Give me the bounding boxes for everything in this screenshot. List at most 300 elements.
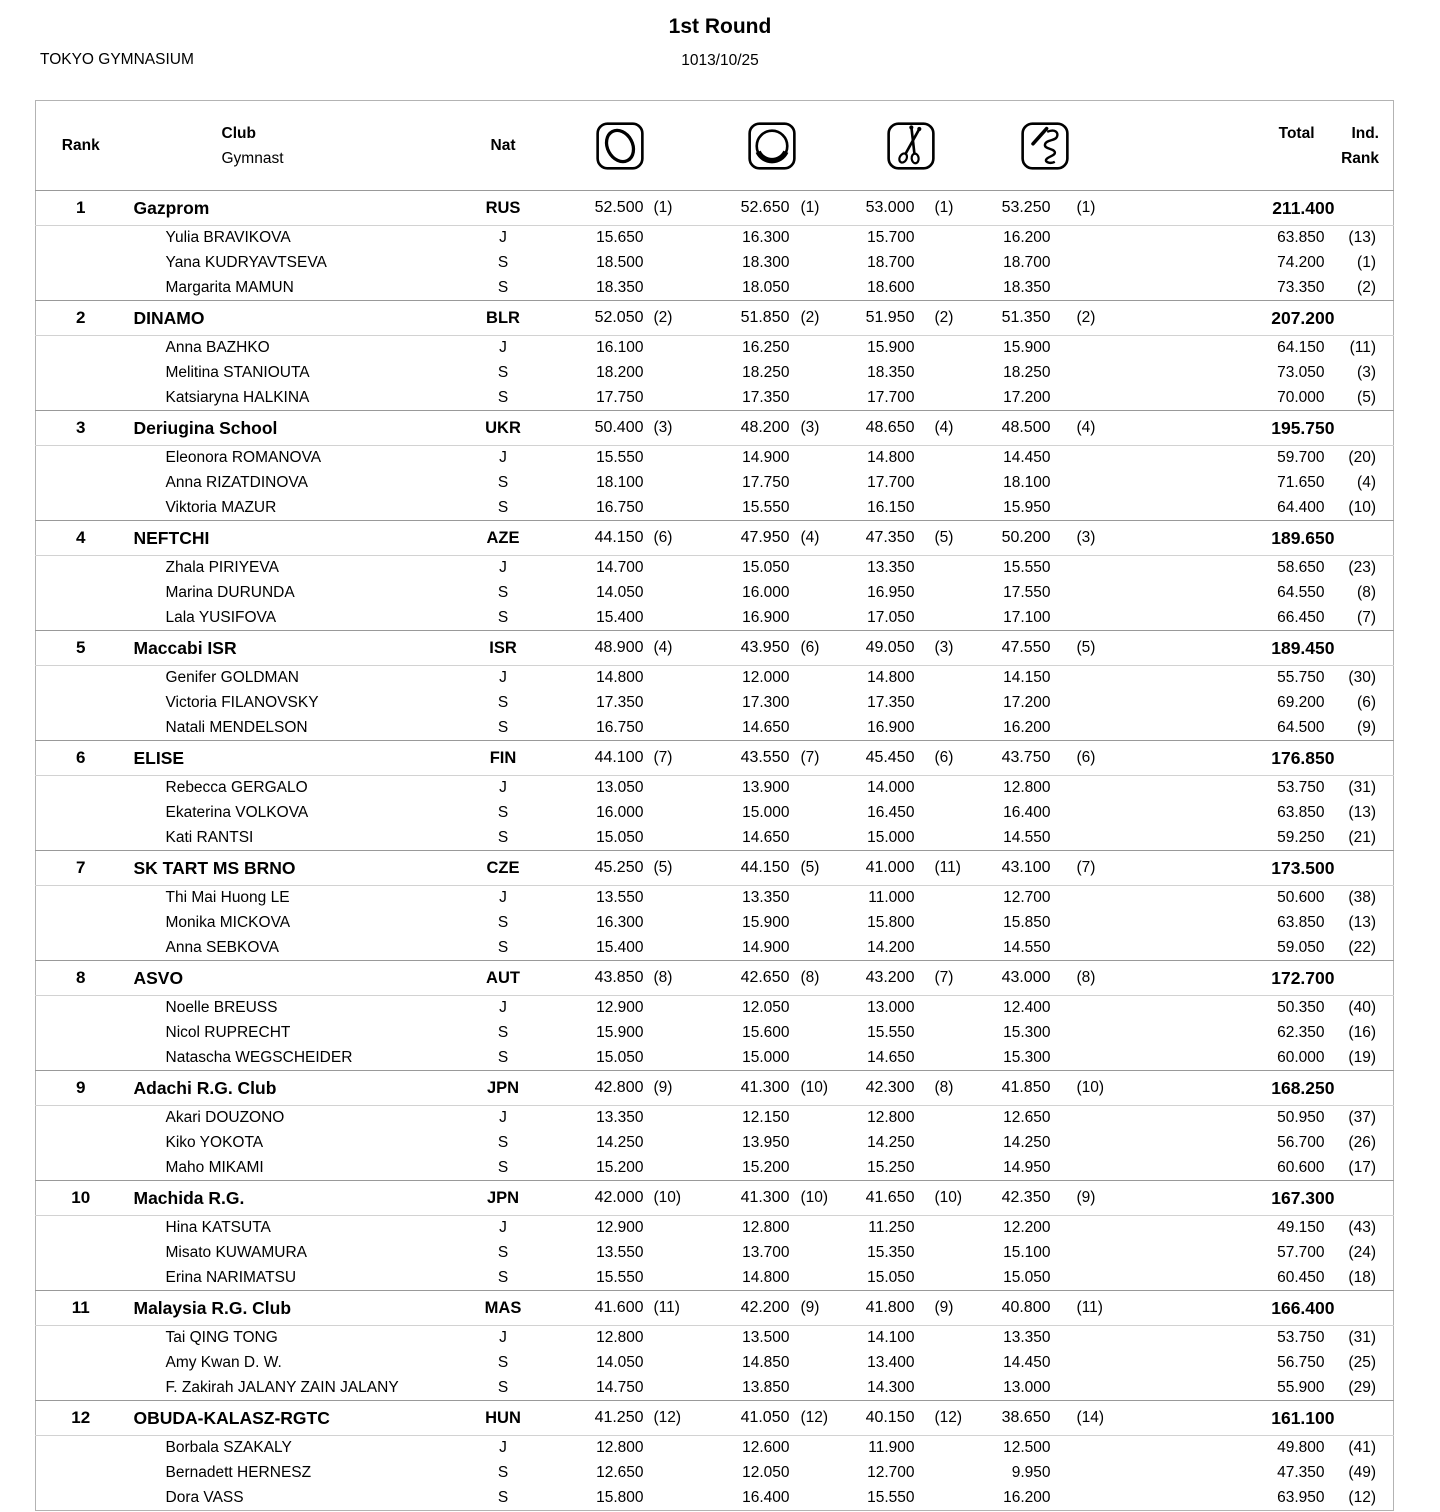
gymnast-name: Viktoria MAZUR <box>165 498 277 516</box>
gymnast-apparatus-rank-empty <box>795 606 845 631</box>
gymnast-rank-empty <box>36 936 126 961</box>
gymnast-category: S <box>497 828 509 846</box>
gymnast-score-4: 13.350 <box>1003 1329 1051 1347</box>
gymnast-apparatus-rank-empty <box>795 226 845 251</box>
team-score-2: 43.550 <box>699 741 795 776</box>
gymnast-ind-rank: (31) <box>1348 1329 1376 1347</box>
gymnast-apparatus-rank-empty <box>1056 446 1113 471</box>
gymnast-name: Dora VASS <box>165 1488 244 1506</box>
gymnast-name: Lala YUSIFOVA <box>165 608 277 626</box>
gymnast-score-1: 13.550 <box>596 1244 644 1261</box>
gymnast-category: S <box>497 1158 509 1176</box>
gymnast-apparatus-rank-empty <box>920 691 978 716</box>
gymnast-total: 63.850 <box>1277 229 1325 247</box>
team-nat: BLR <box>466 301 541 336</box>
gymnast-name: Eleonora ROMANOVA <box>165 449 322 467</box>
gymnast-apparatus-rank-empty <box>795 826 845 851</box>
team-score-4: 51.350 <box>978 301 1056 336</box>
gymnast-row <box>36 1326 1394 1351</box>
team-score-2: 52.650 <box>699 191 795 226</box>
gymnast-score-2: 13.900 <box>742 779 790 797</box>
gymnast-apparatus-rank-empty <box>649 716 699 741</box>
gymnast-ind-rank: (24) <box>1348 1244 1376 1261</box>
team-apparatus-rank-2: (12) <box>795 1401 845 1436</box>
gymnast-rank-empty <box>36 1156 126 1181</box>
header-rank: Rank <box>61 137 100 154</box>
team-apparatus-rank-1: (5) <box>649 851 699 886</box>
club-name: Gazprom <box>126 191 466 226</box>
gymnast-score-2: 12.050 <box>742 1464 790 1481</box>
gymnast-name: Margarita MAMUN <box>165 278 294 296</box>
team-apparatus-rank-1: (9) <box>649 1071 699 1106</box>
gymnast-total: 53.750 <box>1277 1329 1325 1347</box>
gymnast-score-2: 12.600 <box>742 1439 790 1457</box>
gymnast-score-3: 14.100 <box>867 1329 915 1347</box>
gymnast-score-3: 17.050 <box>867 608 915 626</box>
team-score-4: 50.200 <box>978 521 1056 556</box>
club-name: Adachi R.G. Club <box>126 1071 466 1106</box>
gymnast-total: 70.000 <box>1277 388 1325 406</box>
gymnast-name: Yana KUDRYAVTSEVA <box>165 254 327 271</box>
gymnast-category: J <box>499 669 507 687</box>
gymnast-total: 73.050 <box>1277 364 1325 381</box>
gymnast-apparatus-rank-empty <box>795 471 845 496</box>
gymnast-score-1: 15.550 <box>596 449 644 467</box>
team-apparatus-rank-4: (4) <box>1056 411 1113 446</box>
gymnast-name: Yulia BRAVIKOVA <box>165 229 291 247</box>
gymnast-score-1: 12.900 <box>596 999 644 1017</box>
team-score-1: 48.900 <box>541 631 649 666</box>
gymnast-row <box>36 556 1394 581</box>
gymnast-name: Melitina STANIOUTA <box>165 364 310 381</box>
team-apparatus-rank-3: (1) <box>920 191 978 226</box>
results-table <box>35 100 1394 1511</box>
gymnast-category: S <box>497 804 509 821</box>
gymnast-total: 59.700 <box>1277 449 1325 467</box>
gymnast-row <box>36 691 1394 716</box>
team-nat: JPN <box>466 1071 541 1106</box>
gymnast-apparatus-rank-empty <box>649 496 699 521</box>
gymnast-total: 58.650 <box>1277 559 1325 577</box>
header-apparatus-ball <box>699 101 845 191</box>
gymnast-score-4: 14.250 <box>1003 1134 1051 1151</box>
gymnast-apparatus-rank-empty <box>795 1436 845 1461</box>
team-apparatus-rank-2: (5) <box>795 851 845 886</box>
team-apparatus-rank-2: (10) <box>795 1181 845 1216</box>
team-ind-rank-empty <box>1341 741 1394 776</box>
gymnast-apparatus-rank-empty <box>1056 361 1113 386</box>
gymnast-score-4: 14.550 <box>1003 938 1051 956</box>
gymnast-apparatus-rank-empty <box>920 996 978 1021</box>
gymnast-score-3: 18.600 <box>867 278 915 296</box>
gymnast-row <box>36 1241 1394 1266</box>
gymnast-apparatus-rank-empty <box>1056 1021 1113 1046</box>
team-score-1: 42.000 <box>541 1181 649 1216</box>
team-score-4: 53.250 <box>978 191 1056 226</box>
gymnast-score-1: 13.050 <box>596 779 644 797</box>
gymnast-score-2: 16.400 <box>742 1488 790 1506</box>
gymnast-score-4: 12.500 <box>1003 1439 1051 1457</box>
team-apparatus-rank-1: (12) <box>649 1401 699 1436</box>
gymnast-apparatus-rank-empty <box>1056 1326 1113 1351</box>
gymnast-score-3: 12.800 <box>867 1109 915 1127</box>
gymnast-apparatus-rank-empty <box>920 1326 978 1351</box>
team-rank: 10 <box>36 1181 126 1216</box>
team-apparatus-rank-3: (11) <box>920 851 978 886</box>
team-score-3: 43.200 <box>845 961 920 996</box>
gymnast-apparatus-rank-empty <box>1056 911 1113 936</box>
gymnast-apparatus-rank-empty <box>795 936 845 961</box>
gymnast-name: Bernadett HERNESZ <box>165 1464 312 1481</box>
gymnast-score-2: 13.350 <box>742 889 790 907</box>
gymnast-apparatus-rank-empty <box>920 936 978 961</box>
gymnast-rank-empty <box>36 446 126 471</box>
team-rank: 11 <box>36 1291 126 1326</box>
gymnast-category: S <box>497 694 509 711</box>
gymnast-total: 56.750 <box>1277 1354 1325 1371</box>
gymnast-row <box>36 1216 1394 1241</box>
gymnast-apparatus-rank-empty <box>795 1461 845 1486</box>
gymnast-apparatus-rank-empty <box>649 1156 699 1181</box>
team-row <box>36 301 1394 336</box>
gymnast-rank-empty <box>36 1266 126 1291</box>
gymnast-apparatus-rank-empty <box>920 446 978 471</box>
team-nat: AZE <box>466 521 541 556</box>
team-row <box>36 851 1394 886</box>
hoop-icon <box>596 122 644 170</box>
gymnast-category: S <box>497 938 509 956</box>
gymnast-apparatus-rank-empty <box>920 1156 978 1181</box>
gymnast-name: F. Zakirah JALANY ZAIN JALANY <box>165 1378 399 1396</box>
gymnast-apparatus-rank-empty <box>795 1376 845 1401</box>
gymnast-rank-empty <box>36 1241 126 1266</box>
team-apparatus-rank-1: (2) <box>649 301 699 336</box>
gymnast-ind-rank: (8) <box>1357 584 1376 601</box>
gymnast-score-4: 17.200 <box>1003 694 1051 711</box>
gymnast-apparatus-rank-empty <box>649 1376 699 1401</box>
team-total: 161.100 <box>1113 1401 1341 1436</box>
gymnast-name: Noelle BREUSS <box>165 999 278 1017</box>
gymnast-name: Amy Kwan D. W. <box>165 1354 282 1371</box>
gymnast-apparatus-rank-empty <box>920 606 978 631</box>
gymnast-rank-empty <box>36 1436 126 1461</box>
team-score-4: 41.850 <box>978 1071 1056 1106</box>
gymnast-apparatus-rank-empty <box>795 1486 845 1511</box>
gymnast-apparatus-rank-empty <box>1056 801 1113 826</box>
header-apparatus-ribbon <box>978 101 1113 191</box>
ribbon-icon <box>1021 122 1069 170</box>
gymnast-score-2: 14.650 <box>742 828 790 846</box>
gymnast-apparatus-rank-empty <box>920 1461 978 1486</box>
gymnast-row <box>36 1021 1394 1046</box>
gymnast-row <box>36 496 1394 521</box>
gymnast-score-3: 15.550 <box>867 1488 915 1506</box>
gymnast-apparatus-rank-empty <box>1056 996 1113 1021</box>
gymnast-apparatus-rank-empty <box>1056 581 1113 606</box>
gymnast-score-2: 18.050 <box>742 278 790 296</box>
team-total: 167.300 <box>1113 1181 1341 1216</box>
gymnast-category: S <box>497 1354 509 1371</box>
team-apparatus-rank-1: (3) <box>649 411 699 446</box>
gymnast-row <box>36 666 1394 691</box>
team-total: 172.700 <box>1113 961 1341 996</box>
gymnast-ind-rank: (20) <box>1348 449 1376 467</box>
gymnast-apparatus-rank-empty <box>795 276 845 301</box>
gymnast-score-1: 18.500 <box>596 254 644 271</box>
gymnast-row <box>36 1046 1394 1071</box>
team-score-3: 53.000 <box>845 191 920 226</box>
gymnast-score-4: 12.650 <box>1003 1109 1051 1127</box>
gymnast-name: Genifer GOLDMAN <box>165 669 300 687</box>
gymnast-ind-rank: (13) <box>1348 804 1376 821</box>
gymnast-name: Hina KATSUTA <box>165 1219 271 1237</box>
gymnast-apparatus-rank-empty <box>795 911 845 936</box>
gymnast-name: Anna SEBKOVA <box>165 938 279 956</box>
gymnast-rank-empty <box>36 1216 126 1241</box>
gymnast-score-2: 17.750 <box>742 474 790 491</box>
gymnast-ind-rank: (23) <box>1348 559 1376 577</box>
gymnast-apparatus-rank-empty <box>1056 1046 1113 1071</box>
gymnast-apparatus-rank-empty <box>920 1106 978 1131</box>
team-apparatus-rank-1: (11) <box>649 1291 699 1326</box>
gymnast-category: S <box>497 1378 509 1396</box>
gymnast-row <box>36 1156 1394 1181</box>
gymnast-row <box>36 1486 1394 1511</box>
team-apparatus-rank-4: (1) <box>1056 191 1113 226</box>
gymnast-score-2: 13.850 <box>742 1378 790 1396</box>
gymnast-score-1: 14.050 <box>596 584 644 601</box>
gymnast-total: 49.800 <box>1277 1439 1325 1457</box>
team-apparatus-rank-3: (3) <box>920 631 978 666</box>
gymnast-total: 73.350 <box>1277 278 1325 296</box>
gymnast-score-1: 15.900 <box>596 1024 644 1041</box>
gymnast-score-4: 12.700 <box>1003 889 1051 907</box>
team-apparatus-rank-3: (7) <box>920 961 978 996</box>
gymnast-total: 49.150 <box>1277 1219 1325 1237</box>
gymnast-score-2: 13.950 <box>742 1134 790 1151</box>
gymnast-score-2: 15.050 <box>742 559 790 577</box>
team-ind-rank-empty <box>1341 521 1394 556</box>
team-score-3: 45.450 <box>845 741 920 776</box>
gymnast-ind-rank: (25) <box>1348 1354 1376 1371</box>
gymnast-score-2: 16.900 <box>742 608 790 626</box>
gymnast-name: Katsiaryna HALKINA <box>165 388 310 406</box>
gymnast-apparatus-rank-empty <box>920 716 978 741</box>
gymnast-score-3: 16.950 <box>867 584 915 601</box>
gymnast-rank-empty <box>36 801 126 826</box>
gymnast-score-1: 16.000 <box>596 804 644 821</box>
gymnast-ind-rank: (40) <box>1348 999 1376 1017</box>
gymnast-apparatus-rank-empty <box>1056 1266 1113 1291</box>
gymnast-apparatus-rank-empty <box>649 1241 699 1266</box>
gymnast-score-3: 11.250 <box>868 1219 915 1237</box>
gymnast-apparatus-rank-empty <box>795 1131 845 1156</box>
gymnast-score-3: 16.450 <box>867 804 915 821</box>
gymnast-score-4: 15.300 <box>1003 1024 1051 1041</box>
gymnast-name: Anna RIZATDINOVA <box>165 474 308 491</box>
team-apparatus-rank-3: (12) <box>920 1401 978 1436</box>
gymnast-apparatus-rank-empty <box>1056 1131 1113 1156</box>
team-nat: ISR <box>466 631 541 666</box>
gymnast-score-3: 14.800 <box>867 449 915 467</box>
gymnast-score-1: 12.800 <box>596 1329 644 1347</box>
team-score-2: 51.850 <box>699 301 795 336</box>
gymnast-apparatus-rank-empty <box>795 251 845 276</box>
club-name: ELISE <box>126 741 466 776</box>
gymnast-name: Monika MICKOVA <box>165 914 291 931</box>
team-nat: JPN <box>466 1181 541 1216</box>
gymnast-apparatus-rank-empty <box>920 886 978 911</box>
gymnast-rank-empty <box>36 691 126 716</box>
gymnast-apparatus-rank-empty <box>1056 1436 1113 1461</box>
gymnast-score-2: 14.900 <box>742 449 790 467</box>
gymnast-name: Anna BAZHKO <box>165 339 270 357</box>
gymnast-score-4: 16.200 <box>1003 1488 1051 1506</box>
results-body <box>36 191 1394 1511</box>
gymnast-category: S <box>497 1268 509 1286</box>
gymnast-apparatus-rank-empty <box>795 886 845 911</box>
gymnast-apparatus-rank-empty <box>649 1486 699 1511</box>
gymnast-apparatus-rank-empty <box>920 251 978 276</box>
team-score-4: 48.500 <box>978 411 1056 446</box>
gymnast-score-1: 14.700 <box>596 559 644 577</box>
gymnast-total: 69.200 <box>1277 694 1325 711</box>
gymnast-apparatus-rank-empty <box>920 826 978 851</box>
club-name: Malaysia R.G. Club <box>126 1291 466 1326</box>
team-score-2: 48.200 <box>699 411 795 446</box>
gymnast-category: S <box>497 278 509 296</box>
gymnast-total: 50.950 <box>1277 1109 1325 1127</box>
gymnast-score-3: 18.350 <box>867 364 915 381</box>
gymnast-ind-rank: (12) <box>1348 1488 1376 1506</box>
team-nat: HUN <box>466 1401 541 1436</box>
gymnast-ind-rank: (2) <box>1357 278 1376 296</box>
gymnast-name: Natascha WEGSCHEIDER <box>165 1048 353 1066</box>
team-total: 189.450 <box>1113 631 1341 666</box>
team-apparatus-rank-1: (4) <box>649 631 699 666</box>
gymnast-score-3: 15.050 <box>867 1268 915 1286</box>
team-nat: RUS <box>466 191 541 226</box>
gymnast-score-3: 17.700 <box>867 388 915 406</box>
gymnast-score-1: 14.250 <box>596 1134 644 1151</box>
gymnast-apparatus-rank-empty <box>795 581 845 606</box>
gymnast-apparatus-rank-empty <box>795 691 845 716</box>
gymnast-score-4: 12.200 <box>1003 1219 1051 1237</box>
gymnast-ind-rank: (29) <box>1348 1378 1376 1396</box>
gymnast-name: Rebecca GERGALO <box>165 779 308 797</box>
gymnast-score-1: 16.750 <box>596 718 644 736</box>
gymnast-category: J <box>499 999 507 1017</box>
team-apparatus-rank-1: (6) <box>649 521 699 556</box>
gymnast-ind-rank: (9) <box>1357 718 1376 736</box>
team-apparatus-rank-3: (6) <box>920 741 978 776</box>
gymnast-score-1: 16.100 <box>596 339 644 357</box>
gymnast-category: S <box>497 1464 509 1481</box>
gymnast-apparatus-rank-empty <box>920 1216 978 1241</box>
gymnast-ind-rank: (11) <box>1349 339 1376 357</box>
team-apparatus-rank-1: (8) <box>649 961 699 996</box>
team-apparatus-rank-2: (8) <box>795 961 845 996</box>
gymnast-score-4: 18.350 <box>1003 278 1051 296</box>
gymnast-apparatus-rank-empty <box>649 886 699 911</box>
gymnast-apparatus-rank-empty <box>649 336 699 361</box>
team-score-3: 48.650 <box>845 411 920 446</box>
gymnast-score-2: 15.550 <box>742 498 790 516</box>
gymnast-score-1: 16.750 <box>596 498 644 516</box>
team-total: 211.400 <box>1113 191 1341 226</box>
gymnast-row <box>36 386 1394 411</box>
club-name: DINAMO <box>126 301 466 336</box>
gymnast-apparatus-rank-empty <box>1056 496 1113 521</box>
team-apparatus-rank-4: (5) <box>1056 631 1113 666</box>
gymnast-score-4: 15.100 <box>1003 1244 1051 1261</box>
gymnast-score-3: 15.900 <box>867 339 915 357</box>
header-apparatus-clubs <box>845 101 978 191</box>
team-score-4: 47.550 <box>978 631 1056 666</box>
team-nat: AUT <box>466 961 541 996</box>
team-score-1: 50.400 <box>541 411 649 446</box>
team-row <box>36 191 1394 226</box>
gymnast-ind-rank: (19) <box>1348 1048 1376 1066</box>
gymnast-rank-empty <box>36 556 126 581</box>
gymnast-apparatus-rank-empty <box>1056 1461 1113 1486</box>
gymnast-rank-empty <box>36 826 126 851</box>
clubs-icon <box>887 122 935 170</box>
team-apparatus-rank-2: (1) <box>795 191 845 226</box>
gymnast-score-4: 17.550 <box>1003 584 1051 601</box>
team-total: 207.200 <box>1113 301 1341 336</box>
team-ind-rank-empty <box>1341 851 1394 886</box>
team-rank: 6 <box>36 741 126 776</box>
gymnast-apparatus-rank-empty <box>920 336 978 361</box>
team-rank: 4 <box>36 521 126 556</box>
team-apparatus-rank-3: (10) <box>920 1181 978 1216</box>
gymnast-score-4: 16.200 <box>1003 229 1051 247</box>
gymnast-apparatus-rank-empty <box>649 276 699 301</box>
gymnast-total: 66.450 <box>1277 608 1325 626</box>
gymnast-score-4: 17.200 <box>1003 388 1051 406</box>
gymnast-apparatus-rank-empty <box>1056 1376 1113 1401</box>
gymnast-apparatus-rank-empty <box>920 1046 978 1071</box>
gymnast-score-1: 14.800 <box>596 669 644 687</box>
team-row <box>36 631 1394 666</box>
gymnast-total: 59.050 <box>1277 938 1325 956</box>
team-rank: 1 <box>36 191 126 226</box>
gymnast-apparatus-rank-empty <box>649 776 699 801</box>
gymnast-apparatus-rank-empty <box>795 446 845 471</box>
team-apparatus-rank-1: (10) <box>649 1181 699 1216</box>
club-name: ASVO <box>126 961 466 996</box>
header-ind-rank: Ind. Rank <box>1341 124 1379 167</box>
gymnast-apparatus-rank-empty <box>795 1021 845 1046</box>
gymnast-total: 71.650 <box>1277 474 1325 491</box>
team-score-2: 42.650 <box>699 961 795 996</box>
gymnast-category: J <box>499 559 507 577</box>
gymnast-row <box>36 1351 1394 1376</box>
gymnast-apparatus-rank-empty <box>920 386 978 411</box>
gymnast-rank-empty <box>36 1326 126 1351</box>
gymnast-total: 47.350 <box>1277 1464 1325 1481</box>
team-apparatus-rank-4: (2) <box>1056 301 1113 336</box>
gymnast-score-2: 15.900 <box>742 914 790 931</box>
team-score-4: 42.350 <box>978 1181 1056 1216</box>
gymnast-score-4: 15.950 <box>1003 498 1051 516</box>
gymnast-row <box>36 996 1394 1021</box>
gymnast-score-2: 16.250 <box>742 339 790 357</box>
gymnast-apparatus-rank-empty <box>649 1436 699 1461</box>
team-apparatus-rank-2: (9) <box>795 1291 845 1326</box>
club-name: Deriugina School <box>126 411 466 446</box>
